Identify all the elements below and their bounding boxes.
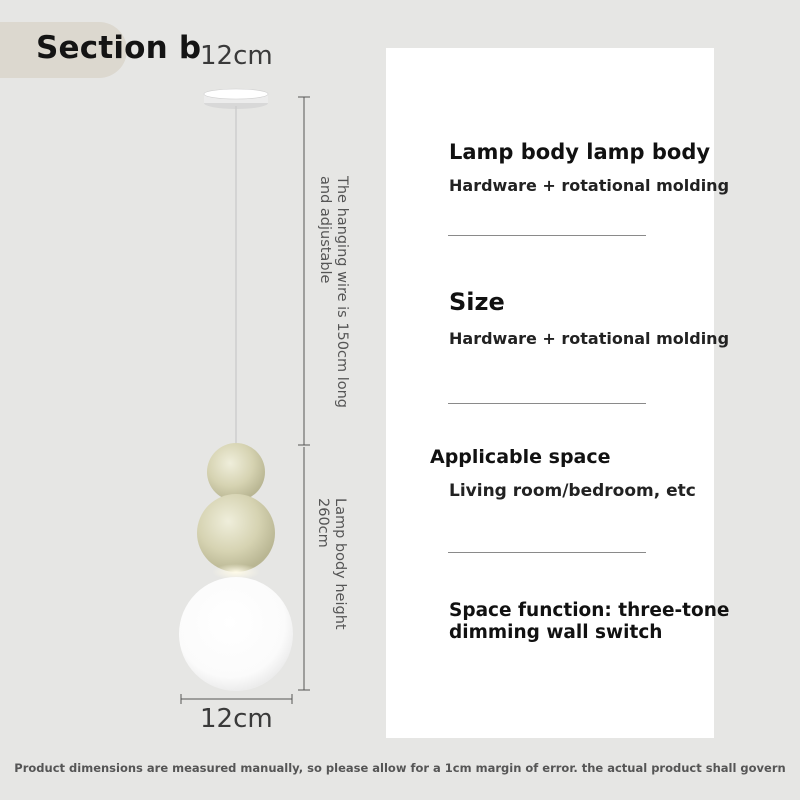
upper-sphere — [207, 443, 265, 501]
divider — [448, 552, 646, 553]
applicable-space-title: Applicable space — [430, 446, 611, 468]
body-dimension-line — [298, 447, 310, 690]
size-title: Size — [449, 288, 505, 316]
space-function-title-line2: dimming wall switch — [449, 622, 663, 643]
lamp-body-detail: Hardware + rotational molding — [449, 176, 730, 195]
body-height-label: Lamp body height 260cm — [315, 498, 348, 630]
top-width-label: 12cm — [200, 41, 273, 71]
divider — [448, 235, 646, 236]
bottom-width-label: 12cm — [200, 704, 273, 734]
footer-disclaimer: Product dimensions are measured manually, so please allow for a 1cm margin of error. the actual product shall govern — [14, 761, 786, 775]
middle-sphere — [197, 494, 275, 572]
wire-length-label: The hanging wire is 150cm long and adjustable — [317, 176, 350, 409]
size-detail: Hardware + rotational molding — [449, 329, 730, 348]
lamp-body-title: Lamp body lamp body — [449, 140, 711, 164]
section-title: Section b — [36, 30, 202, 66]
applicable-space-detail: Living room/bedroom, etc — [449, 481, 696, 501]
divider — [448, 403, 646, 404]
wire-dimension-line — [298, 97, 310, 445]
width-dimension-line — [181, 694, 292, 704]
space-function-title-line1: Space function: three-tone — [449, 600, 730, 621]
white-globe — [179, 577, 293, 691]
